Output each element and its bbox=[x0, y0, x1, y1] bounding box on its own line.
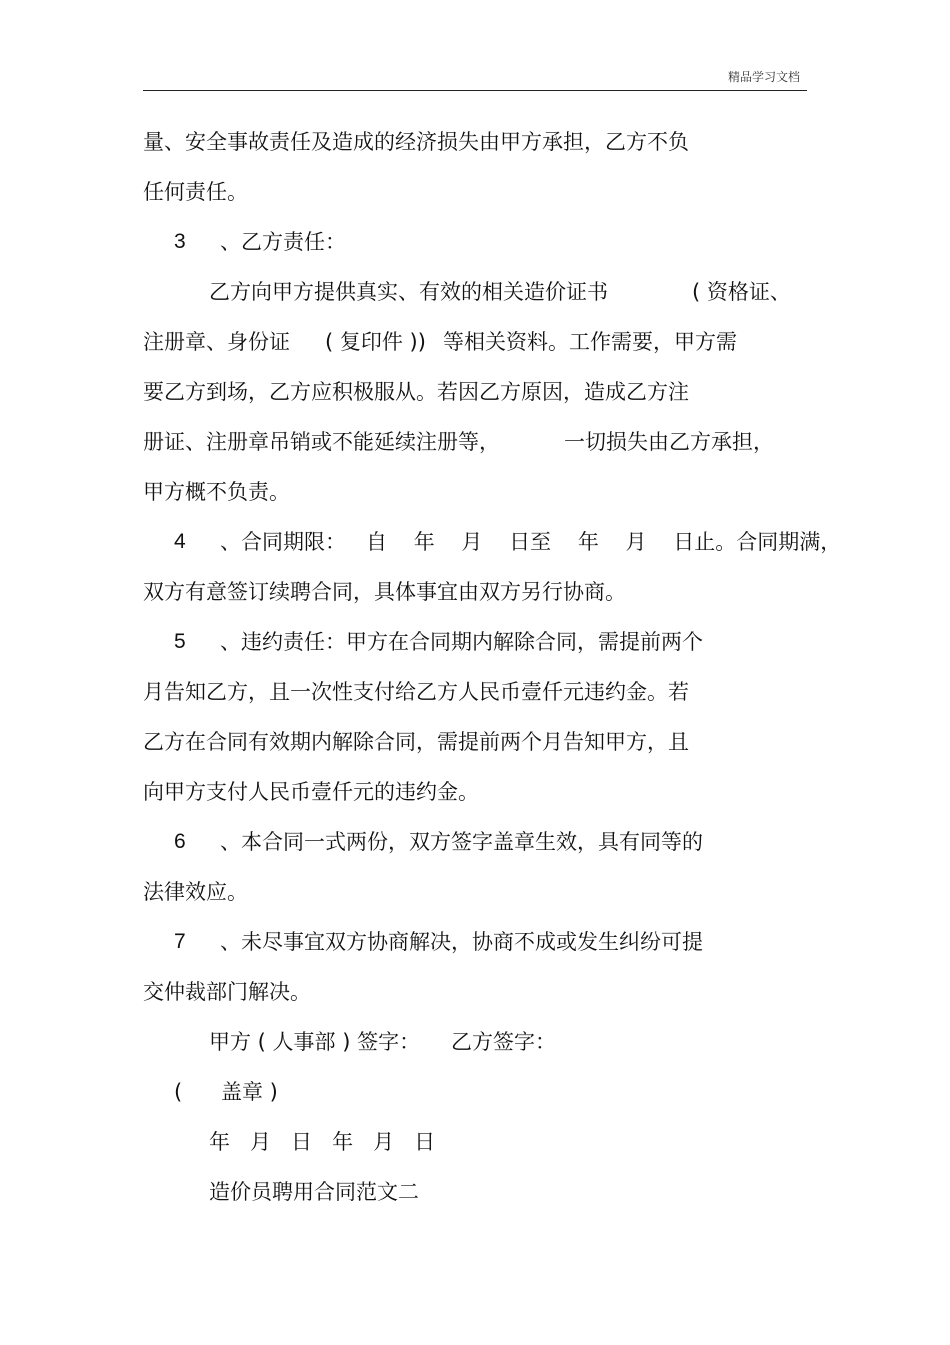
header-label: 精品学习文档 bbox=[727, 70, 800, 84]
seal-label: 盖章 ) bbox=[221, 1080, 278, 1104]
signature-party-a: 甲方 ( 人事部 ) 签字： bbox=[209, 1030, 421, 1054]
body-line: 注册章、身份证 bbox=[143, 330, 290, 354]
header-divider bbox=[143, 90, 807, 91]
body-line: 法律效应。 bbox=[143, 880, 248, 904]
body-line: 向甲方支付人民币壹仟元的违约金。 bbox=[143, 780, 479, 804]
item-number: 3 bbox=[174, 230, 186, 253]
next-section-title: 造价员聘用合同范文二 bbox=[209, 1180, 419, 1204]
body-line: 要乙方到场，乙方应积极服从。若因乙方原因，造成乙方注 bbox=[143, 380, 689, 404]
body-line: ( 复印件 )) bbox=[325, 330, 426, 354]
body-line: 任何责任。 bbox=[143, 180, 248, 204]
item-number: 5 bbox=[174, 630, 186, 653]
body-line: ( 资格证、 bbox=[692, 280, 791, 304]
item-text: 、乙方责任： bbox=[220, 230, 346, 254]
body-line: 交仲裁部门解决。 bbox=[143, 980, 311, 1004]
item-text: 、本合同一式两份，双方签字盖章生效，具有同等的 bbox=[220, 830, 703, 854]
body-line: 乙方在合同有效期内解除合同，需提前两个月告知甲方，且 bbox=[143, 730, 689, 754]
body-line: 册证、注册章吊销或不能延续注册等， bbox=[143, 430, 500, 454]
body-line: 一切损失由乙方承担， bbox=[564, 430, 774, 454]
signature-date: 年 月 日 年 月 日 bbox=[209, 1130, 436, 1154]
item-number: 7 bbox=[174, 930, 186, 953]
seal-open-paren: ( bbox=[174, 1080, 183, 1104]
body-line: 双方有意签订续聘合同，具体事宜由双方另行协商。 bbox=[143, 580, 626, 604]
item-number: 4 bbox=[174, 530, 186, 553]
item-text: 、合同期限： 自 年 月 日至 年 月 日止。合同期满， bbox=[220, 530, 842, 554]
body-line: 月告知乙方，且一次性支付给乙方人民币壹仟元违约金。若 bbox=[143, 680, 689, 704]
signature-party-b: 乙方签字： bbox=[451, 1030, 556, 1054]
item-text: 、违约责任：甲方在合同期内解除合同，需提前两个 bbox=[220, 630, 703, 654]
body-line: 等相关资料。工作需要，甲方需 bbox=[443, 330, 737, 354]
item-number: 6 bbox=[174, 830, 186, 853]
item-text: 、未尽事宜双方协商解决，协商不成或发生纠纷可提 bbox=[220, 930, 703, 954]
body-line: 甲方概不负责。 bbox=[143, 480, 290, 504]
body-line: 乙方向甲方提供真实、有效的相关造价证书 bbox=[209, 280, 608, 304]
body-line: 量、安全事故责任及造成的经济损失由甲方承担，乙方不负 bbox=[143, 130, 689, 154]
